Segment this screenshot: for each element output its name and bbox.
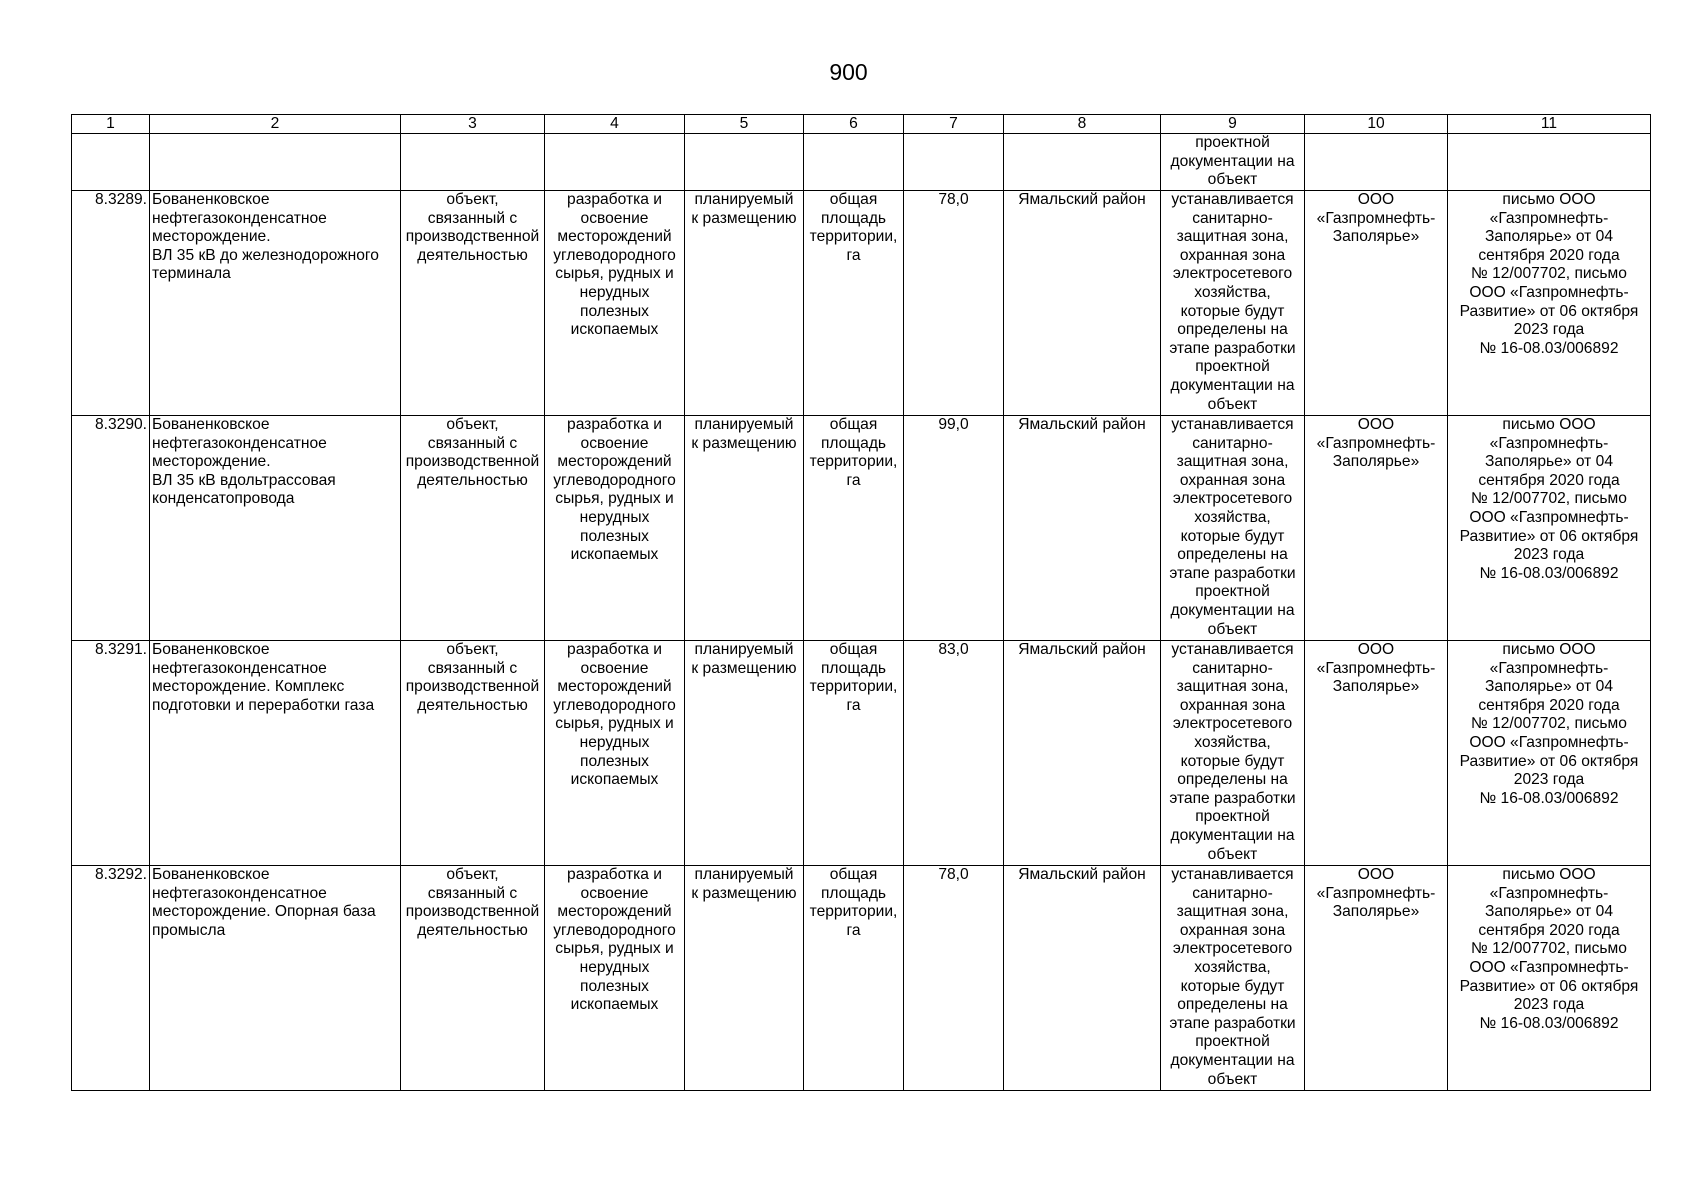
object-type-cell: объект, связанный с производственной деятельностью xyxy=(401,416,545,641)
page-number: 900 xyxy=(829,59,868,85)
status-cell: планируемый к размещению xyxy=(685,866,804,1091)
column-number: 7 xyxy=(904,115,1004,134)
location-cell: Ямальский район xyxy=(1004,416,1161,641)
characteristic-cell: общая площадь территории, га xyxy=(804,866,904,1091)
value-cell: 78,0 xyxy=(904,191,1004,416)
empty-cell xyxy=(150,134,401,191)
object-name-cell: Бованенковское нефтегазоконденсатное месторождение. ВЛ 35 кВ до железнодорожного терминала xyxy=(150,191,401,416)
empty-cell xyxy=(904,134,1004,191)
column-number: 6 xyxy=(804,115,904,134)
row-number-cell: 8.3291. xyxy=(72,641,150,866)
zones-cell: устанавливается санитарно- защитная зона, охранная зона электросетевого хозяйства, которые будут определены на этапе разработки проектной документации на объект xyxy=(1161,641,1305,866)
object-name-cell: Бованенковское нефтегазоконденсатное месторождение. Опорная база промысла xyxy=(150,866,401,1091)
object-type-cell: объект, связанный с производственной деятельностью xyxy=(401,641,545,866)
owner-cell: ООО «Газпромнефть- Заполярье» xyxy=(1305,641,1448,866)
purpose-cell: разработка и освоение месторождений углеводородного сырья, рудных и нерудных полезных ископаемых xyxy=(545,416,685,641)
value-cell: 99,0 xyxy=(904,416,1004,641)
characteristic-cell: общая площадь территории, га xyxy=(804,191,904,416)
zones-cell: устанавливается санитарно- защитная зона, охранная зона электросетевого хозяйства, которые будут определены на этапе разработки проектной документации на объект xyxy=(1161,416,1305,641)
column-number: 8 xyxy=(1004,115,1161,134)
row-number-cell: 8.3292. xyxy=(72,866,150,1091)
row-number-cell: 8.3290. xyxy=(72,416,150,641)
object-type-cell: объект, связанный с производственной деятельностью xyxy=(401,191,545,416)
column-number-row xyxy=(72,115,1651,134)
row-number-cell: 8.3289. xyxy=(72,191,150,416)
value-cell: 78,0 xyxy=(904,866,1004,1091)
status-cell: планируемый к размещению xyxy=(685,416,804,641)
object-name-cell: Бованенковское нефтегазоконденсатное месторождение. Комплекс подготовки и переработки газа xyxy=(150,641,401,866)
column-number: 3 xyxy=(401,115,545,134)
empty-cell xyxy=(72,134,150,191)
value-cell: 83,0 xyxy=(904,641,1004,866)
empty-cell xyxy=(401,134,545,191)
empty-cell xyxy=(1305,134,1448,191)
basis-cell: письмо ООО «Газпромнефть- Заполярье» от 04 сентября 2020 года № 12/007702, письмо ООО «Газпромнефть- Развитие» от 06 октября 2023 года № 16-08.03/006892 xyxy=(1448,641,1651,866)
location-cell: Ямальский район xyxy=(1004,641,1161,866)
location-cell: Ямальский район xyxy=(1004,866,1161,1091)
register-table xyxy=(71,114,1651,1091)
continuation-row xyxy=(72,134,1651,191)
column-number: 9 xyxy=(1161,115,1305,134)
column-number: 1 xyxy=(72,115,150,134)
table-row xyxy=(72,641,1651,866)
status-cell: планируемый к размещению xyxy=(685,191,804,416)
purpose-cell: разработка и освоение месторождений углеводородного сырья, рудных и нерудных полезных ископаемых xyxy=(545,191,685,416)
column-number: 5 xyxy=(685,115,804,134)
owner-cell: ООО «Газпромнефть- Заполярье» xyxy=(1305,191,1448,416)
table-row xyxy=(72,416,1651,641)
column-number: 10 xyxy=(1305,115,1448,134)
basis-cell: письмо ООО «Газпромнефть- Заполярье» от 04 сентября 2020 года № 12/007702, письмо ООО «Газпромнефть- Развитие» от 06 октября 2023 года № 16-08.03/006892 xyxy=(1448,416,1651,641)
empty-cell xyxy=(804,134,904,191)
basis-cell: письмо ООО «Газпромнефть- Заполярье» от 04 сентября 2020 года № 12/007702, письмо ООО «Газпромнефть- Развитие» от 06 октября 2023 года № 16-08.03/006892 xyxy=(1448,866,1651,1091)
purpose-cell: разработка и освоение месторождений углеводородного сырья, рудных и нерудных полезных ископаемых xyxy=(545,866,685,1091)
zones-cell: проектной документации на объект xyxy=(1161,134,1305,191)
status-cell: планируемый к размещению xyxy=(685,641,804,866)
object-name-cell: Бованенковское нефтегазоконденсатное месторождение. ВЛ 35 кВ вдольтрассовая конденсатопровода xyxy=(150,416,401,641)
column-number: 11 xyxy=(1448,115,1651,134)
empty-cell xyxy=(545,134,685,191)
object-type-cell: объект, связанный с производственной деятельностью xyxy=(401,866,545,1091)
zones-cell: устанавливается санитарно- защитная зона, охранная зона электросетевого хозяйства, которые будут определены на этапе разработки проектной документации на объект xyxy=(1161,866,1305,1091)
column-number: 2 xyxy=(150,115,401,134)
empty-cell xyxy=(1004,134,1161,191)
empty-cell xyxy=(685,134,804,191)
owner-cell: ООО «Газпромнефть- Заполярье» xyxy=(1305,866,1448,1091)
characteristic-cell: общая площадь территории, га xyxy=(804,641,904,866)
characteristic-cell: общая площадь территории, га xyxy=(804,416,904,641)
table-row xyxy=(72,191,1651,416)
basis-cell: письмо ООО «Газпромнефть- Заполярье» от 04 сентября 2020 года № 12/007702, письмо ООО «Газпромнефть- Развитие» от 06 октября 2023 года № 16-08.03/006892 xyxy=(1448,191,1651,416)
table-row xyxy=(72,866,1651,1091)
purpose-cell: разработка и освоение месторождений углеводородного сырья, рудных и нерудных полезных ископаемых xyxy=(545,641,685,866)
zones-cell: устанавливается санитарно- защитная зона, охранная зона электросетевого хозяйства, которые будут определены на этапе разработки проектной документации на объект xyxy=(1161,191,1305,416)
empty-cell xyxy=(1448,134,1651,191)
owner-cell: ООО «Газпромнефть- Заполярье» xyxy=(1305,416,1448,641)
location-cell: Ямальский район xyxy=(1004,191,1161,416)
column-number: 4 xyxy=(545,115,685,134)
